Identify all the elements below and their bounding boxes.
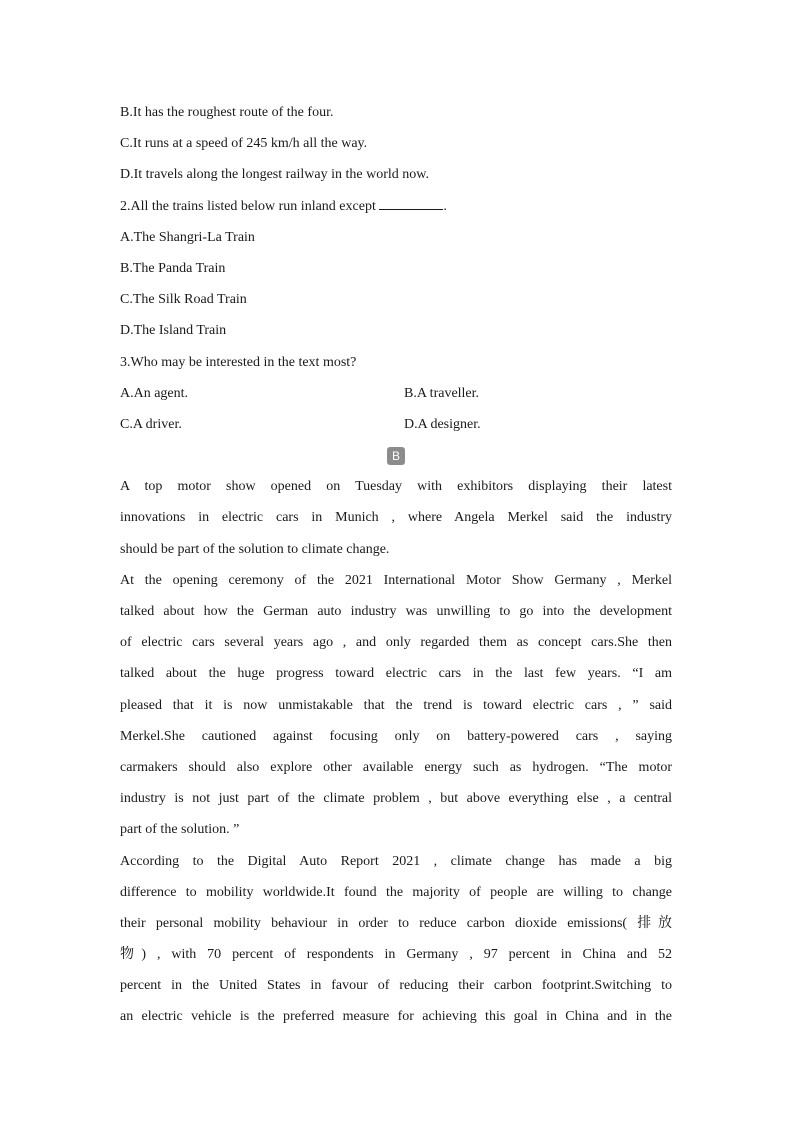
passage-line: should be part of the solution to climate change. xyxy=(120,541,390,557)
passage-paragraph-1 xyxy=(120,471,672,565)
q2-option-a: A.The Shangri-La Train xyxy=(120,229,255,245)
passage-paragraph-3 xyxy=(120,846,672,1033)
section-heading xyxy=(120,440,672,471)
passage-paragraph-2 xyxy=(120,565,672,846)
passage-line: At the opening ceremony of the 2021 International Motor Show Germany , Merkel xyxy=(120,572,672,588)
passage-line: an electric vehicle is the preferred measure for achieving this goal in China and in the xyxy=(120,1009,672,1025)
q3-option-d: D.A designer. xyxy=(404,416,481,432)
passage-line: percent in the United States in favour of reducing their carbon footprint.Switching to xyxy=(120,978,672,994)
passage-line: 物) , with 70 percent of respondents in Germany , 97 percent in China and 52 xyxy=(120,947,672,963)
q2-option-c: C.The Silk Road Train xyxy=(120,292,247,308)
q2-option-d: D.The Island Train xyxy=(120,323,227,339)
q2-stem-end: . xyxy=(443,198,447,214)
passage-line: carmakers should also explore other available energy such as hydrogen. “The motor xyxy=(120,759,672,775)
answer-blank xyxy=(379,195,443,210)
q3-option-c: C.A driver. xyxy=(120,416,182,432)
q1-option-c: C.It runs at a speed of 245 km/h all the way. xyxy=(120,136,368,152)
passage-line: difference to mobility worldwide.It found the majority of people are willing to change xyxy=(120,884,672,900)
passage-line: talked about how the German auto industry was unwilling to go into the development xyxy=(120,604,672,619)
q1-option-b: B.It has the roughest route of the four. xyxy=(120,105,334,120)
q3-option-b: B.A traveller. xyxy=(404,385,480,401)
passage-line: According to the Digital Auto Report 2021 , climate change has made a big xyxy=(120,853,672,869)
q1-option-d: D.It travels along the longest railway in the world now. xyxy=(120,167,429,183)
passage-line: industry is not just part of the climate problem , but above everything else , a central xyxy=(120,791,672,807)
passage-line: pleased that it is now unmistakable that the trend is toward electric cars , ” said xyxy=(120,697,672,713)
q2-option-b: B.The Panda Train xyxy=(120,260,226,276)
section-label-badge: B xyxy=(387,447,405,465)
passage-line: part of the solution. ” xyxy=(120,822,240,838)
q2-stem: 2.All the trains listed below run inland except xyxy=(120,198,376,214)
passage-line: their personal mobility behaviour in order to reduce carbon dioxide emissions( 排放 xyxy=(120,915,672,931)
q2-stem-line xyxy=(120,191,672,222)
document-page xyxy=(120,97,672,1033)
q3-stem: 3.Who may be interested in the text most? xyxy=(120,354,357,370)
passage-line: Merkel.She cautioned against focusing only on battery-powered cars , saying xyxy=(120,728,672,744)
passage-line: talked about the huge progress toward electric cars in the last few years. “I am xyxy=(120,666,672,682)
passage-line: innovations in electric cars in Munich , where Angela Merkel said the industry xyxy=(120,510,672,526)
passage-line: A top motor show opened on Tuesday with exhibitors displaying their latest xyxy=(120,479,672,495)
q3-options-row-1 xyxy=(120,378,672,409)
q3-option-a: A.An agent. xyxy=(120,385,189,401)
passage-line: of electric cars several years ago , and only regarded them as concept cars.She then xyxy=(120,635,672,651)
q3-options-row-2 xyxy=(120,409,672,440)
